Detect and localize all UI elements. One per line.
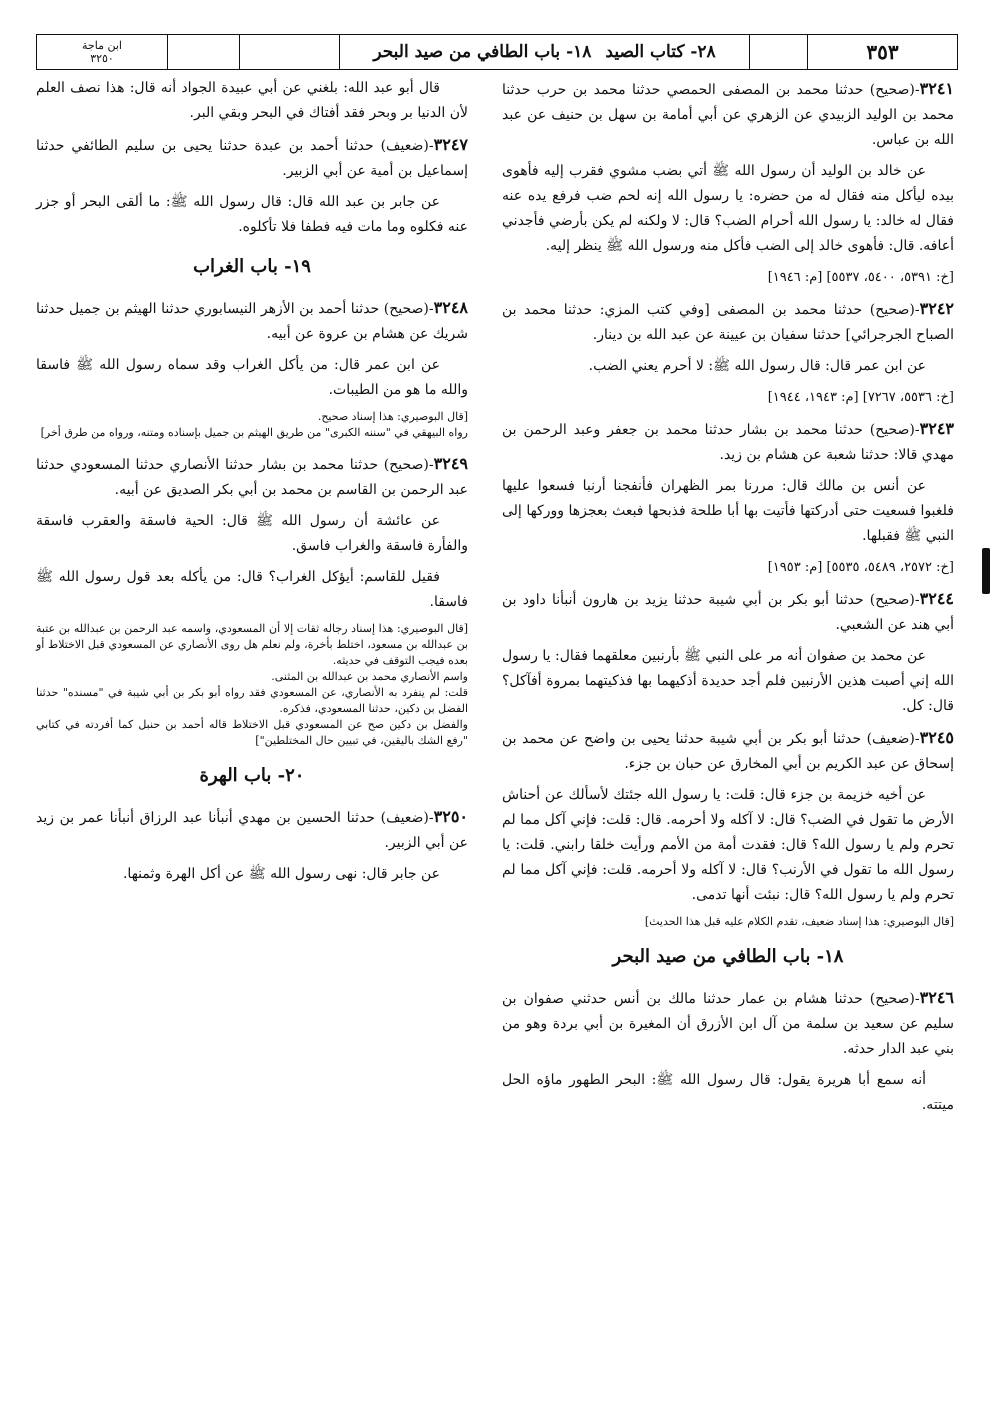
chapter-heading-19: ١٩- باب الغراب <box>193 256 311 277</box>
hadith-isnad: حدثنا محمد بن بشار حدثنا محمد بن جعفر وعبد الرحمن بن مهدي قالا: حدثنا شعبة عن هشام بن زيد. <box>502 422 954 463</box>
hadith-grade: (صحيح) <box>869 991 915 1007</box>
hadith-matn: عن جابر بن عبد الله قال: قال رسول الله ﷺ: ما ألقى البحر أو جزر عنه فكلوه وما مات فيه فطفا فلا تأكلوه. <box>36 194 468 235</box>
footnote <box>36 409 468 441</box>
hadith-3249: ٣٢٤٩-(صحيح) حدثنا محمد بن بشار حدثنا الأنصاري حدثنا المسعودي حدثنا عبد الرحمن بن القاسم بن محمد بن أبي بكر الصديق عن أبيه. عن عائشة أن رسول الله ﷺ قال: الحية فاسقة والعقرب فاسقة والفأرة فاسقة والغراب فاسق. فقيل للقاسم: أيؤكل الغراب؟ قال: من يأكله بعد قول رسول الله ﷺ فاسقا. [قال البوصيري: هذا إسناد رجاله ثقات إلا أن المسعودي، واسمه عبد الرحمن بن عبدالله بن عتبة بن عبدالله بن مسعود، اختلط بأخرة، ولم نعلم هل روى الأنصاري عن المسعودي قبل الاختلاط أو بعده فيجب التوقف في حديثه. واسم الأنصاري محمد بن عبدالله بن المثنى. قلت: لم ينفرد به الأنصاري، عن المسعودي فقد رواه أبو بكر بن أبي شيبة في "مسنده" حدثنا الفضل بن دكين، حدثنا المسعودي، فذكره. والفضل بن دكين صح عن المسعودي قبل الاختلاط قاله أحمد بن حنبل كما أفردته في كتابي "رفع الشك باليقين، في تبيين حال المختلطين"] <box>36 454 468 747</box>
hadith-matn: عن جابر قال: نهى رسول الله ﷺ عن أكل الهرة وثمنها. <box>122 866 440 882</box>
hadith-matn: عن عائشة أن رسول الله ﷺ قال: الحية فاسقة والعقرب فاسقة والفأرة فاسقة والغراب فاسق. <box>36 513 468 554</box>
hadith-grade: (صحيح) <box>869 82 915 98</box>
hadith-matn: عن ابن عمر قال: من يأكل الغراب وقد سماه رسول الله ﷺ فاسقا والله ما هو من الطيبات. <box>36 357 468 398</box>
running-header <box>36 34 958 70</box>
header-title <box>339 35 749 69</box>
ref-number: ٣٢٥٠ <box>90 52 114 65</box>
footnote-line: والفضل بن دكين صح عن المسعودي قبل الاختلاط قاله أحمد بن حنبل كما أفردته في كتابي "رفع الشك باليقين، في تبيين حال المختلطين"] <box>36 718 468 747</box>
hadith-matn-addendum: فقيل للقاسم: أيؤكل الغراب؟ قال: من يأكله بعد قول رسول الله ﷺ فاسقا. <box>36 569 468 610</box>
hadith-grade: (ضعيف) <box>380 138 429 154</box>
footnote-line: رواه البيهقي في "سننه الكبرى" من طريق الهيثم بن جميل بإسناده ومتنه، ورواه من طرق أخر] <box>40 426 468 439</box>
ref-label: ابن ماجة <box>82 39 122 52</box>
hadith-grade: (ضعيف) <box>380 810 429 826</box>
hadith-grade: (صحيح) <box>869 422 915 438</box>
hadith-grade: (صحيح) <box>869 302 915 318</box>
footnote <box>36 621 468 749</box>
hadith-3244: ٣٢٤٤-(صحيح) حدثنا أبو بكر بن أبي شيبة حدثنا يزيد بن هارون أنبأنا داود بن أبي هند عن الشعبي. عن محمد بن صفوان أنه مر على النبي ﷺ بأرنبين معلقهما فقال: يا رسول الله إني أصبت هذين الأرنبين فلم أجد حديدة أذكيهما بها فذكيتهما بمروة أفآكل؟ قال: كل. <box>502 586 954 719</box>
book-title: ٢٨- كتاب الصيد <box>605 42 716 62</box>
hadith-reference: [خ: ٥٥٣٦، ٧٢٦٧] [م: ١٩٤٣، ١٩٤٤] <box>767 390 954 405</box>
hadith-3241: ٣٢٤١-(صحيح) حدثنا محمد بن المصفى الحمصي حدثنا محمد بن حرب حدثنا محمد بن الوليد الزبيدي عن الزهري عن أبي أمامة بن سهل بن حنيف عن عبد الله بن عباس. عن خالد بن الوليد أن رسول الله ﷺ أتي بضب مشوي فقرب إليه فأهوى بيده ليأكل منه فقال له من حضره: يا رسول الله إنه لحم ضب فرفع يده عنه فقال له خالد: يا رسول الله أحرام الضب؟ قال: لا ولكنه لم يكن بأرضي فأجدني أعافه. قال: فأهوى خالد إلى الضب فأكل منه ورسول الله ﷺ ينظر إليه. [خ: ٥٣٩١، ٥٤٠٠، ٥٥٣٧] [م: ١٩٤٦] <box>502 76 954 290</box>
footnote-line: [قال البوصيري: هذا إسناد رجاله ثقات إلا أن المسعودي، واسمه عبد الرحمن بن عبدالله بن عتبة بن عبدالله بن مسعود، اختلط بأخرة، ولم نعلم هل روى الأنصاري عن المسعودي قبل الاختلاط أو بعده فيجب التوقف في حديثه. <box>36 622 468 667</box>
left-column <box>36 76 468 893</box>
hadith-3242: ٣٢٤٢-(صحيح) حدثنا محمد بن المصفى [وفي كتب المزي: حدثنا محمد بن الصباح الجرجرائي] حدثنا سفيان بن عيينة عن عبد الله بن دينار. عن ابن عمر قال: قال رسول الله ﷺ: لا أحرم يعني الضب. [خ: ٥٥٣٦، ٧٢٦٧] [م: ١٩٤٣، ١٩٤٤] <box>502 296 954 410</box>
footnote-line: قلت: لم ينفرد به الأنصاري، عن المسعودي فقد رواه أبو بكر بن أبي شيبة في "مسنده" حدثنا الفضل بن دكين، حدثنا المسعودي، فذكره. <box>36 686 468 715</box>
hadith-matn: عن خالد بن الوليد أن رسول الله ﷺ أتي بضب مشوي فقرب إليه فأهوى بيده ليأكل منه فقال له من حضره: يا رسول الله إنه لحم ضب فرفع يده عنه فقال له خالد: يا رسول الله أحرام الضب؟ قال: لا ولكنه لم يكن بأرضي فأجدني أعافه. قال: فأهوى خالد إلى الضب فأكل منه ورسول الله ﷺ ينظر إليه. <box>502 163 954 254</box>
hadith-isnad: حدثنا أحمد بن الأزهر النيسابوري حدثنا الهيثم بن جميل حدثنا شريك عن هشام بن عروة عن أبيه. <box>36 301 468 342</box>
footnote-line: واسم الأنصاري محمد بن عبدالله بن المثنى. <box>271 670 468 683</box>
hadith-number: ٣٢٤٤ <box>919 589 954 608</box>
hadith-reference: [خ: ٥٣٩١، ٥٤٠٠، ٥٥٣٧] [م: ١٩٤٦] <box>767 270 954 285</box>
header-spacer <box>239 35 339 69</box>
hadith-number: ٣٢٤٩ <box>433 454 468 473</box>
hadith-3250: ٣٢٥٠-(ضعيف) حدثنا الحسين بن مهدي أنبأنا عبد الرزاق أنبأنا عمر بن زيد عن أبي الزبير. عن جابر قال: نهى رسول الله ﷺ عن أكل الهرة وثمنها. <box>36 804 468 887</box>
hadith-number: ٣٢٤٣ <box>919 419 954 438</box>
hadith-grade: (صحيح) <box>383 457 429 473</box>
hadith-isnad: حدثنا هشام بن عمار حدثنا مالك بن أنس حدثني صفوان بن سليم عن سعيد بن سلمة من آل ابن الأزرق أن المغيرة بن أبي بردة وهو من بني عبد الدار حدثه. <box>502 991 954 1057</box>
hadith-3245: ٣٢٤٥-(ضعيف) حدثنا أبو بكر بن أبي شيبة حدثنا يحيى بن واضح عن محمد بن إسحاق عن عبد الكريم بن أبي المخارق عن حبان بن جزء. عن أخيه خزيمة بن جزء قال: قلت: يا رسول الله جئتك لأسألك عن أحناش الأرض ما تقول في الضب؟ قال: لا آكله ولا أحرمه. قال: قلت: فإني آكل مما لم تحرم ولم يا رسول الله؟ قال: فقدت أمة من الأمم ورأيت خلقا رابني. قلت: يا رسول الله ما تقول في الأرنب؟ قال: لا آكله ولا أحرمه. قلت: فإني آكل مما لم تحرم ولم يا رسول الله؟ قال: نبئت أنها تدمى. [قال البوصيري: هذا إسناد ضعيف، تقدم الكلام عليه قبل هذا الحديث] <box>502 728 954 928</box>
right-column <box>502 76 954 1124</box>
hadith-3248: ٣٢٤٨-(صحيح) حدثنا أحمد بن الأزهر النيسابوري حدثنا الهيثم بن جميل حدثنا شريك عن هشام بن عروة عن أبيه. عن ابن عمر قال: من يأكل الغراب وقد سماه رسول الله ﷺ فاسقا والله ما هو من الطيبات. [قال البوصيري: هذا إسناد صحيح. رواه البيهقي في "سننه الكبرى" من طريق الهيثم بن جميل بإسناده ومتنه، ورواه من طرق أخر] <box>36 298 468 439</box>
hadith-number: ٣٢٤٨ <box>433 298 468 317</box>
hadith-matn: عن أخيه خزيمة بن جزء قال: قلت: يا رسول الله جئتك لأسألك عن أحناش الأرض ما تقول في الضب؟ قال: لا آكله ولا أحرمه. قال: قلت: فإني آكل مما لم تحرم ولم يا رسول الله؟ قال: فقدت أمة من الأمم ورأيت خلقا رابني. قلت: يا رسول الله ما تقول في الأرنب؟ قال: لا آكله ولا أحرمه. قلت: فإني آكل مما لم تحرم ولم يا رسول الله؟ قال: نبئت أنها تدمى. <box>502 787 954 903</box>
hadith-grade: (صحيح) <box>869 592 915 608</box>
hadith-number: ٣٢٤٦ <box>919 988 954 1007</box>
hadith-number: ٣٢٤٧ <box>433 135 468 154</box>
hadith-matn: عن ابن عمر قال: قال رسول الله ﷺ: لا أحرم يعني الضب. <box>588 358 926 374</box>
header-spacer <box>167 35 239 69</box>
hadith-3246-continuation: قال أبو عبد الله: بلغني عن أبي عبيدة الجواد أنه قال: هذا نصف العلم لأن الدنيا بر وبحر فقد أفتاك في البحر وبقي البر. <box>36 80 468 121</box>
hadith-matn: أنه سمع أبا هريرة يقول: قال رسول الله ﷺ: البحر الطهور ماؤه الحل ميتته. <box>502 1072 954 1113</box>
chapter-heading-18: ١٨- باب الطافي من صيد البحر <box>612 946 844 967</box>
hadith-grade: (ضعيف) <box>866 731 915 747</box>
hadith-number: ٣٢٤١ <box>919 79 954 98</box>
hadith-3247: ٣٢٤٧-(ضعيف) حدثنا أحمد بن عبدة حدثنا يحيى بن سليم الطائفي حدثنا إسماعيل بن أمية عن أبي الزبير. عن جابر بن عبد الله قال: قال رسول الله ﷺ: ما ألقى البحر أو جزر عنه فكلوه وما مات فيه فطفا فلا تأكلوه. <box>36 132 468 240</box>
hadith-matn: عن محمد بن صفوان أنه مر على النبي ﷺ بأرنبين معلقهما فقال: يا رسول الله إني أصبت هذين الأرنبين فلم أجد حديدة أذكيهما بها فذكيتهما بمروة أفآكل؟ قال: كل. <box>502 648 954 714</box>
hadith-isnad: حدثنا الحسين بن مهدي أنبأنا عبد الرزاق أنبأنا عمر بن زيد عن أبي الزبير. <box>36 810 468 851</box>
hadith-isnad: حدثنا محمد بن المصفى الحمصي حدثنا محمد بن حرب حدثنا محمد بن الوليد الزبيدي عن الزهري عن أبي أمامة بن سهل بن حنيف عن عبد الله بن عباس. <box>502 82 954 148</box>
hadith-number: ٣٢٤٢ <box>919 299 954 318</box>
scan-edge-mark <box>982 548 990 594</box>
hadith-number: ٣٢٤٥ <box>919 728 954 747</box>
chapter-heading-20: ٢٠- باب الهرة <box>199 765 305 786</box>
hadith-3246: ٣٢٤٦-(صحيح) حدثنا هشام بن عمار حدثنا مالك بن أنس حدثني صفوان بن سليم عن سعيد بن سلمة من آل ابن الأزرق أن المغيرة بن أبي بردة وهو من بني عبد الدار حدثه. أنه سمع أبا هريرة يقول: قال رسول الله ﷺ: البحر الطهور ماؤه الحل ميتته. <box>502 985 954 1118</box>
header-spacer <box>749 35 807 69</box>
hadith-reference: [خ: ٢٥٧٢، ٥٤٨٩، ٥٥٣٥] [م: ١٩٥٣] <box>767 560 954 575</box>
hadith-isnad: حدثنا أبو بكر بن أبي شيبة حدثنا يحيى بن واضح عن محمد بن إسحاق عن عبد الكريم بن أبي المخارق عن حبان بن جزء. <box>502 731 954 772</box>
hadith-isnad: حدثنا محمد بن بشار حدثنا الأنصاري حدثنا المسعودي حدثنا عبد الرحمن بن القاسم بن محمد بن أبي بكر الصديق عن أبيه. <box>36 457 468 498</box>
hadith-grade: (صحيح) <box>383 301 429 317</box>
footnote-line: [قال البوصيري: هذا إسناد صحيح. <box>317 410 468 423</box>
footnote: [قال البوصيري: هذا إسناد ضعيف، تقدم الكلام عليه قبل هذا الحديث] <box>644 915 954 928</box>
hadith-isnad: حدثنا محمد بن المصفى [وفي كتب المزي: حدثنا محمد بن الصباح الجرجرائي] حدثنا سفيان بن عيينة عن عبد الله بن دينار. <box>502 302 954 343</box>
hadith-3243: ٣٢٤٣-(صحيح) حدثنا محمد بن بشار حدثنا محمد بن جعفر وعبد الرحمن بن مهدي قالا: حدثنا شعبة عن هشام بن زيد. عن أنس بن مالك قال: مررنا بمر الظهران فأنفجنا أرنبا فسعوا عليها فلغبوا فسعيت حتى أدركتها فأتيت بها أبا طلحة فذبحها فبعث بعجزها ووركها إلى النبي ﷺ فقبلها. [خ: ٢٥٧٢، ٥٤٨٩، ٥٥٣٥] [م: ١٩٥٣] <box>502 416 954 580</box>
hadith-isnad: حدثنا أبو بكر بن أبي شيبة حدثنا يزيد بن هارون أنبأنا داود بن أبي هند عن الشعبي. <box>502 592 954 633</box>
hadith-number: ٣٢٥٠ <box>433 807 469 826</box>
chapter-title: ١٨- باب الطافي من صيد البحر <box>373 42 592 62</box>
hadith-isnad: حدثنا أحمد بن عبدة حدثنا يحيى بن سليم الطائفي حدثنا إسماعيل بن أمية عن أبي الزبير. <box>36 138 468 179</box>
hadith-matn: عن أنس بن مالك قال: مررنا بمر الظهران فأنفجنا أرنبا فسعوا عليها فلغبوا فسعيت حتى أدركتها فأتيت بها أبا طلحة فذبحها فبعث بعجزها ووركها إلى النبي ﷺ فقبلها. <box>502 478 954 544</box>
page-number: ٣٥٣ <box>807 35 957 69</box>
header-reference <box>37 35 167 69</box>
